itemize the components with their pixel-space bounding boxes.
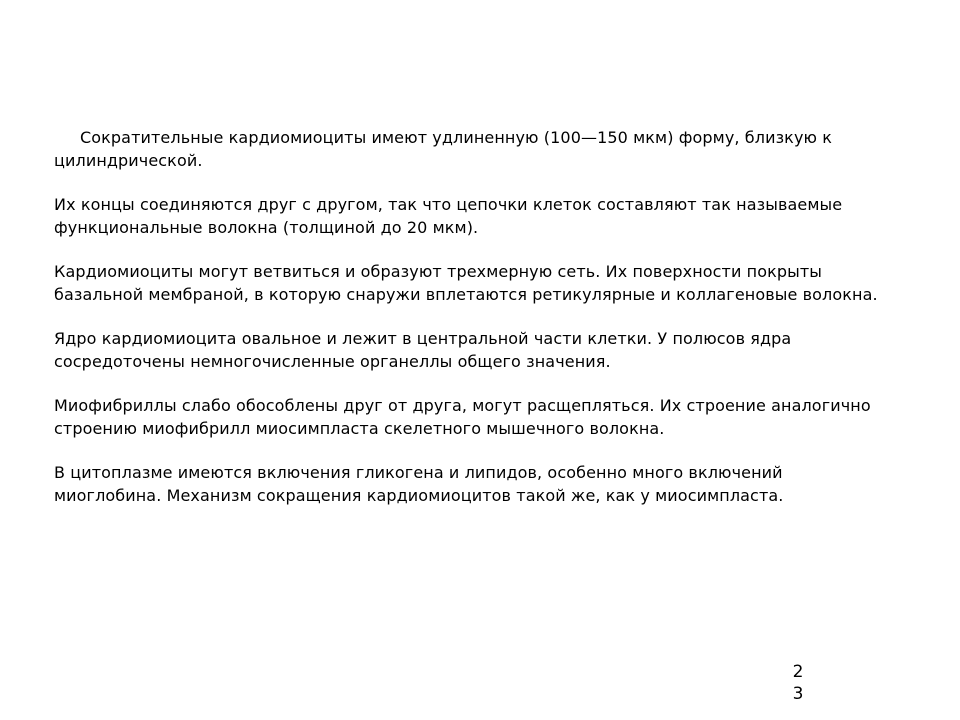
page-number-digit-1: 2 [792, 662, 804, 682]
paragraph-myofibrils: Миофибриллы слабо обособлены друг от друга, могут расщепляться. Их строение аналогично строению миофибрилл миосимпласта скелетного мышечного волокна. [54, 396, 871, 438]
page-number [786, 661, 810, 705]
page-number-digit-2: 3 [792, 684, 804, 704]
paragraph-shape: Сократительные кардиомиоциты имеют удлиненную (100—150 мкм) форму, близкую к цилиндрической. [54, 128, 833, 170]
slide-body [54, 126, 894, 528]
paragraph-nucleus: Ядро кардиомиоцита овальное и лежит в центральной части клетки. У полюсов ядра сосредоточены немногочисленные органеллы общего значения. [54, 329, 792, 371]
paragraph-branching: Кардиомиоциты могут ветвиться и образуют трехмерную сеть. Их поверхности покрыты базальной мембраной, в которую снаружи вплетаются ретикулярные и коллагеновые волокна. [54, 262, 878, 304]
paragraph-cytoplasm: В цитоплазме имеются включения гликогена и липидов, особенно много включений миоглобина. Механизм сокращения кардиомиоцитов такой же, как у миосимпласта. [54, 463, 784, 505]
paragraph-ends: Их концы соединяются друг с другом, так что цепочки клеток составляют так называемые функциональные волокна (толщиной до 20 мкм). [54, 195, 843, 237]
